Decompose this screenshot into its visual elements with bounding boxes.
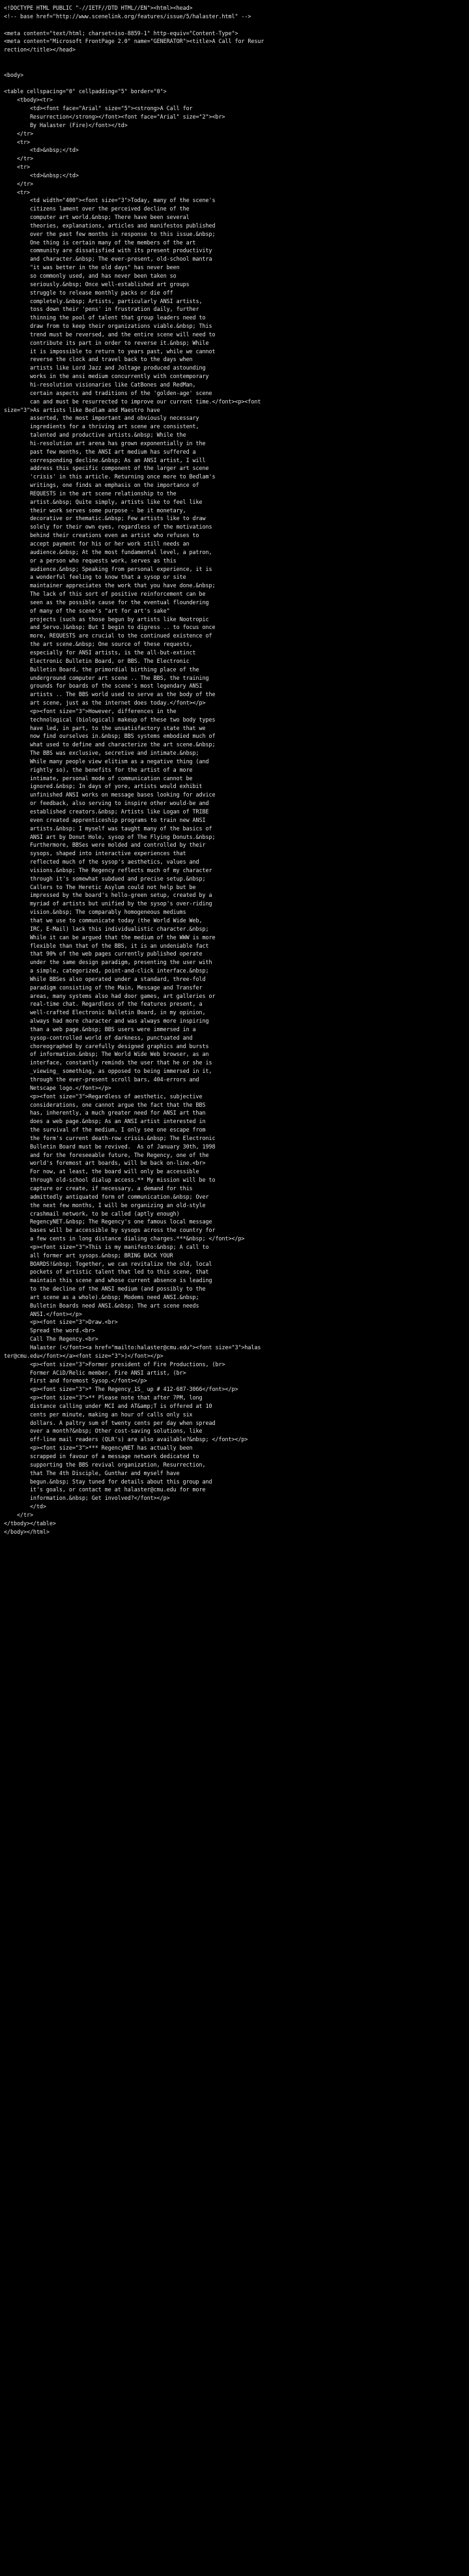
source-line: begun.&nbsp; Stay tuned for details about this group and (4, 1478, 212, 1485)
source-line: IRC, E-Mail) lack this individualistic character.&nbsp; (4, 925, 209, 932)
source-line: struggle to release monthly packs or die off (4, 289, 173, 296)
source-line: and character.&nbsp; The ever-present, old-school mantra (4, 256, 212, 263)
source-line: decorative or thematic.&nbsp; Few artists like to draw (4, 515, 206, 522)
source-line: <table cellspacing="0" cellpadding="5" border="0"> (4, 88, 167, 95)
source-line: art scene as a whole).&nbsp; Modems need ANSI.&nbsp; (4, 1293, 199, 1300)
source-line: pockets of artistic talent that led to this scene, that (4, 1268, 209, 1276)
source-line: myriad of artists but unified by the sysop's over-riding (4, 900, 212, 907)
source-line: <tbody><tr> (4, 96, 53, 104)
source-line: under the same design paradigm, presenting the user with (4, 959, 212, 966)
source-line: now find ourselves in.&nbsp; BBS systems embodied much of (4, 733, 216, 740)
source-line: well-crafted Electronic Bulletin Board, in my opinion, (4, 1009, 206, 1016)
source-line: especially for ANSI artists, is the all-but-extinct (4, 649, 196, 656)
source-line: their work serves some purpose - be it monetary, (4, 506, 186, 514)
source-line: 'crisis' in this article. Returning once more to Bedlam's (4, 473, 216, 480)
source-line: it is impossible to return to years past, while we cannot (4, 347, 216, 355)
source-line: artists like Lord Jazz and Joltage produced astounding (4, 364, 206, 372)
source-line: <p><font size="3">Regardless of aesthetic, subjective (4, 1092, 203, 1100)
html-source-listing (4, 4, 465, 1536)
source-line: always had more character and was always more inspiring (4, 1017, 209, 1025)
source-line: _viewing_ something, as opposed to being immersed in it, (4, 1068, 212, 1075)
source-line: Bulletin Boards need ANSI.&nbsp; The art scene needs (4, 1302, 199, 1309)
source-line: audience.&nbsp; At the most fundamental level, a patron, (4, 548, 212, 555)
source-line: information.&nbsp; Get involved?</font></p> (4, 1495, 170, 1502)
source-line: even created apprenticeship programs to train new ANSI (4, 816, 206, 823)
source-line: that we use to communicate today (the World Wide Web, (4, 916, 203, 924)
source-line: corresponding decline.&nbsp; As an ANSI artist, I will (4, 456, 206, 463)
source-line: of information.&nbsp; The World Wide Web browser, as an (4, 1051, 209, 1058)
source-line: what used to define and characterize the art scene.&nbsp; (4, 741, 216, 748)
source-line: </tr> (4, 130, 33, 137)
source-line (4, 21, 465, 29)
source-line: First and foremost Sysop.</font></p> (4, 1377, 147, 1384)
source-line: For now, at least, the board will only be accessible (4, 1168, 199, 1175)
source-line: capture or create, if necessary, a demand for this (4, 1184, 193, 1192)
source-line: <td>&nbsp;</td> (4, 147, 79, 154)
source-line: all former art sysops.&nbsp; BRING BACK YOUR (4, 1251, 173, 1259)
source-line: off-line mail readers (QLR's) are also available?&nbsp; </font></p> (4, 1436, 248, 1443)
source-line: Resurrection</strong></font><font face="Arial" size="2"><br> (4, 113, 225, 120)
source-line: certain aspects and traditions of the 'golden-age' scene (4, 389, 212, 396)
source-line: One thing is certain many of the members of the art (4, 239, 196, 246)
source-line: Spread the word.<br> (4, 1327, 95, 1334)
source-line: through it's somewhat subdued and precise setup.&nbsp; (4, 875, 206, 882)
source-line: </td> (4, 1503, 46, 1510)
source-line: of many of the scene's "art for art's sake" (4, 607, 170, 614)
source-line: talented and productive artists.&nbsp; While the (4, 432, 186, 439)
source-line: contribute its part in order to reverse it.&nbsp; While (4, 339, 209, 346)
source-line: and Servo.)&nbsp; But I begin to digress .. to focus once (4, 624, 216, 631)
source-line: ingredients for a thriving art scene are consistent, (4, 423, 199, 430)
source-line: "it was better in the old days" has never been (4, 264, 180, 271)
source-line: through the ever-present scroll bars, 404-errors and (4, 1076, 199, 1083)
source-line: audience.&nbsp; Speaking from personal experience, it is (4, 565, 212, 572)
source-line: ignored.&nbsp; In days of yore, artists would exhibit (4, 783, 203, 790)
source-line: <td>&nbsp;</td> (4, 171, 79, 179)
source-line: ter@cmu.edu</font></a><font size="3">)</font></p> (4, 1352, 163, 1359)
source-line: The lack of this sort of positive reinforcement can be (4, 591, 206, 598)
source-line: community are dissatisfied with its present productivity (4, 247, 212, 254)
source-line: hi-resolution visionaries like CatBones and RedMan, (4, 381, 196, 388)
source-line: <tr> (4, 188, 30, 196)
source-line: <td><font face="Arial" size="5"><strong>A Call for (4, 105, 193, 112)
source-line: While it can be argued that the medium of the WWW is more (4, 933, 216, 941)
source-line: reverse the clock and travel back to the days when (4, 356, 193, 363)
source-line: intimate, personal mode of communication cannot be (4, 774, 193, 782)
source-line: size="3">As artists like Bedlam and Maestro have (4, 406, 160, 413)
source-line: address this specific component of the larger art scene (4, 465, 209, 472)
source-line: completely.&nbsp; Artists, particularly ANSI artists, (4, 297, 203, 304)
source-line: Call The Regency.<br> (4, 1336, 98, 1343)
source-line: Bulletin Board, the primordial birthing place of the (4, 666, 199, 673)
source-line: supporting the BBS revival organization, Resurrection, (4, 1461, 206, 1468)
source-line: theories, explanations, articles and manifestos published (4, 222, 216, 229)
source-line: writings, one finds an emphasis on the importance of (4, 482, 199, 489)
source-line: hi-resolution art arena has grown exponentially in the (4, 439, 206, 446)
source-line: have led, in part, to the unsatisfactory state that we (4, 724, 206, 731)
source-line: and for the foreseeable future, The Regency, one of the (4, 1151, 209, 1158)
source-line: considerations, one cannot argue the fact that the BBS (4, 1101, 206, 1108)
source-line: RegencyNET.&nbsp; The Regency's one famous local message (4, 1218, 212, 1225)
source-line: works in the ansi medium concurrently with contemporary (4, 373, 209, 380)
source-line: While many people view elitism as a negative thing (and (4, 757, 209, 765)
source-line: Electronic Bulletin Board, or BBS. The Electronic (4, 657, 190, 664)
source-line: distance calling under MCI and AT&amp;T is offered at 10 (4, 1402, 212, 1409)
source-line: ANSI art by Donut Hole, sysop of The Flying Donuts.&nbsp; (4, 833, 216, 840)
source-line: that 90% of the web pages currently published operate (4, 950, 203, 958)
source-line: <!DOCTYPE HTML PUBLIC "-//IETF//DTD HTML//EN"><html><head> (4, 5, 193, 11)
source-line: artists.&nbsp; I myself was taught many of the basics of (4, 825, 212, 832)
source-line: citizens lament over the perceived decline of the (4, 205, 190, 212)
source-line: <tr> (4, 164, 30, 171)
source-line: <p><font size="3">** Please note that after 7PM, long (4, 1394, 203, 1401)
source-line: <p><font size="3">Draw.<br> (4, 1319, 118, 1326)
source-line: real-time chat. Regardless of the features present, a (4, 1001, 203, 1008)
source-line: </tr> (4, 155, 33, 162)
source-line: artist.&nbsp; Quite simply, artists like to feel like (4, 498, 203, 505)
source-line: technological (biological) makeup of these two body types (4, 716, 216, 723)
source-line: projects (such as those begun by artists like Nootropic (4, 615, 209, 622)
source-line: can and must be resurrected to improve our current time.</font><p><font (4, 398, 261, 405)
source-line: or a person who requests work, serves as this (4, 557, 177, 564)
source-line: grounds for boards of the scene's most legendary ANSI (4, 682, 203, 690)
source-line: By Halaster (Fire)</font></td> (4, 121, 128, 128)
source-line: BOARDS!&nbsp; Together, we can revitalize the old, local (4, 1260, 212, 1267)
source-line: </tbody></table> (4, 1519, 56, 1527)
source-line: artists .. The BBS world used to serve as the body of the (4, 691, 216, 698)
source-line: Callers to The Heretic Asylum could not help but be (4, 883, 196, 890)
source-line: a simple, categorized, point-and-click interface.&nbsp; (4, 967, 209, 974)
source-line: seriously.&nbsp; Once well-established art groups (4, 280, 190, 287)
source-line: vision.&nbsp; The comparably homogeneous mediums (4, 909, 186, 916)
source-line: over the past few months in response to this issue.&nbsp; (4, 230, 216, 237)
source-line: admittedly antiquated form of communication.&nbsp; Over (4, 1193, 209, 1200)
source-line: ANSI.</font></p> (4, 1310, 82, 1317)
source-line: underground computer art scene .. The BBS, the training (4, 674, 209, 681)
source-line: interface, constantly reminds the user that he or she is (4, 1059, 212, 1066)
source-line: Netscape logo.</font></p> (4, 1084, 111, 1091)
source-line: bases will be accessible by sysops across the country for (4, 1227, 216, 1234)
source-line: over a month?&nbsp; Other cost-saving solutions, like (4, 1427, 203, 1435)
source-line: <!-- base href="http://www.scenelink.org/features/issue/5/halaster.html" --> (4, 12, 251, 20)
source-line: maintainer appreciates the work that you have done.&nbsp; (4, 582, 216, 589)
source-line: </tr> (4, 1511, 33, 1518)
source-line: <p><font size="3">Former president of Fire Productions, (br> (4, 1360, 225, 1368)
source-line: more, REQUESTS are crucial to the continued existence of (4, 632, 212, 639)
source-line: Former ACiD/Relic member, Fire ANSI artist, (br> (4, 1369, 186, 1376)
source-line: crashmail network, to be called (aptly enough) (4, 1210, 180, 1217)
source-line: toss down their 'pens' in frustration daily, further (4, 306, 199, 313)
source-line: through old-school dialup access.** My mission will be to (4, 1177, 216, 1184)
source-line: the art scene.&nbsp; One source of these requests, (4, 641, 193, 648)
source-line: accept payment for his or her work still needs an (4, 540, 190, 547)
source-line: world's foremost art boards, will be back on-line.<br> (4, 1160, 206, 1167)
source-line: <meta content="text/html; charset=iso-8859-1" http-equiv="Content-Type"> (4, 29, 238, 37)
source-line: art scene, just as the internet does today.</font></p> (4, 699, 206, 707)
source-line: the next few months, I will be organizing an old-style (4, 1201, 206, 1208)
source-line: unfinished ANSI works on message bases looking for advice (4, 791, 216, 798)
source-line: <p><font size="3">*** RegencyNET has actually been (4, 1444, 193, 1452)
source-line: rection</title></head> (4, 46, 76, 53)
source-line: so commonly used, and has never been taken so (4, 272, 177, 279)
source-line: it's goals, or contact me at halaster@cmu.edu for more (4, 1486, 206, 1493)
source-line: maintain this scene and whose current absence is leading (4, 1277, 212, 1284)
source-line: paradigm consisting of the Main, Message and Transfer (4, 984, 203, 991)
source-line: computer art world.&nbsp; There have been several (4, 214, 190, 221)
source-line (4, 63, 465, 71)
source-line: <p><font size="3">However, differences in the (4, 707, 177, 714)
source-line: the form's current death-row crisis.&nbsp; The Electronic (4, 1134, 216, 1141)
source-line: <body> (4, 71, 23, 78)
source-line: <meta content="Microsoft FrontPage 2.0" name="GENERATOR"><title>A Call for Resur (4, 38, 264, 45)
source-line: established creators.&nbsp; Artists like Logan of TRIBE (4, 808, 209, 815)
source-line: REQUESTS in the art scene relationship to the (4, 490, 177, 497)
source-line: seen as the possible cause for the eventual floundering (4, 598, 209, 606)
source-line: to the decline of the ANSI medium (and possibly to the (4, 1285, 206, 1293)
source-line: <td width="400"><font size="3">Today, many of the scene's (4, 197, 216, 204)
source-line (4, 54, 465, 63)
source-line: <tr> (4, 138, 30, 145)
source-line: scrapped in favour of a message network dedicated to (4, 1452, 199, 1459)
source-line: has, inherently, a much greater need for ANSI art than (4, 1109, 206, 1117)
source-line (4, 80, 465, 88)
source-line: <p><font size="3">This is my manifesto:&nbsp; A call to (4, 1243, 209, 1250)
source-line: impressed by the board's hello-green setup, created by a (4, 892, 212, 899)
source-line: <p><font size="3">* The Regency_1S_ up # 412-687-3066</font></p> (4, 1386, 238, 1393)
source-line: areas, many systems also had door games, art galleries or (4, 992, 216, 999)
source-line: </tr> (4, 180, 33, 187)
source-line: sysops, shaped into interactive experiences that (4, 850, 186, 857)
source-line: a wonderful feeling to know that a sysop or site (4, 574, 186, 581)
source-line: Halaster (</font><a href="mailto:halaster@cmu.edu"><font size="3">halas (4, 1344, 261, 1351)
source-line: choreographed by carefully designed graphics and bursts (4, 1042, 209, 1049)
source-line: than a web page.&nbsp; BBS users were immersed in a (4, 1025, 196, 1032)
source-line: trend must be reversed, and the entire scene will need to (4, 330, 216, 338)
source-line: rightly so), the benefits for the artist of a more (4, 766, 193, 773)
source-line: a few cents in long distance dialing charges.***&nbsp; </font></p> (4, 1235, 245, 1242)
source-line: that The 4th Disciple, Gunthar and myself have (4, 1469, 180, 1476)
source-line: reflected much of the sysop's aesthetics, values and (4, 858, 199, 866)
source-line: sysop-controlled world of darkness, punctuated and (4, 1034, 193, 1041)
source-line: asserted, the most important and obviously necessary (4, 415, 199, 422)
source-line: draw from to keep their organizations viable.&nbsp; This (4, 323, 212, 330)
source-line: visions.&nbsp; The Regency reflects much of my character (4, 866, 212, 873)
source-line: The BBS was exclusive, secretive and intimate.&nbsp; (4, 750, 199, 757)
source-line: Bulletin Board must be revived. As of January 30th, 1998 (4, 1143, 216, 1150)
source-line: cents per minute, making an hour of calls only six (4, 1411, 193, 1418)
source-line: past few months, the ANSI art medium has suffered a (4, 448, 196, 455)
source-line: </body></html> (4, 1528, 50, 1535)
source-line: flexible than that of the BBS, it is an undeniable fact (4, 942, 209, 949)
source-line: dollars. A paltry sum of twenty cents per day when spread (4, 1419, 216, 1426)
source-line: solely for their own eyes, regardless of the motivations (4, 523, 212, 531)
source-line: While BBSes also operated under a standard, three-fold (4, 975, 206, 982)
source-line: Furthermore, BBSes were molded and controlled by their (4, 842, 206, 849)
source-line: thinning the pool of talent that group leaders need to (4, 314, 206, 321)
source-line: does a web page.&nbsp; As an ANSI artist interested in (4, 1118, 206, 1125)
source-line: or feedback, also serving to inspire other would-be and (4, 800, 209, 807)
source-line: behind their creations even an artist who refuses to (4, 532, 199, 539)
source-line: the survival of the medium, I only see one escape from (4, 1126, 206, 1134)
